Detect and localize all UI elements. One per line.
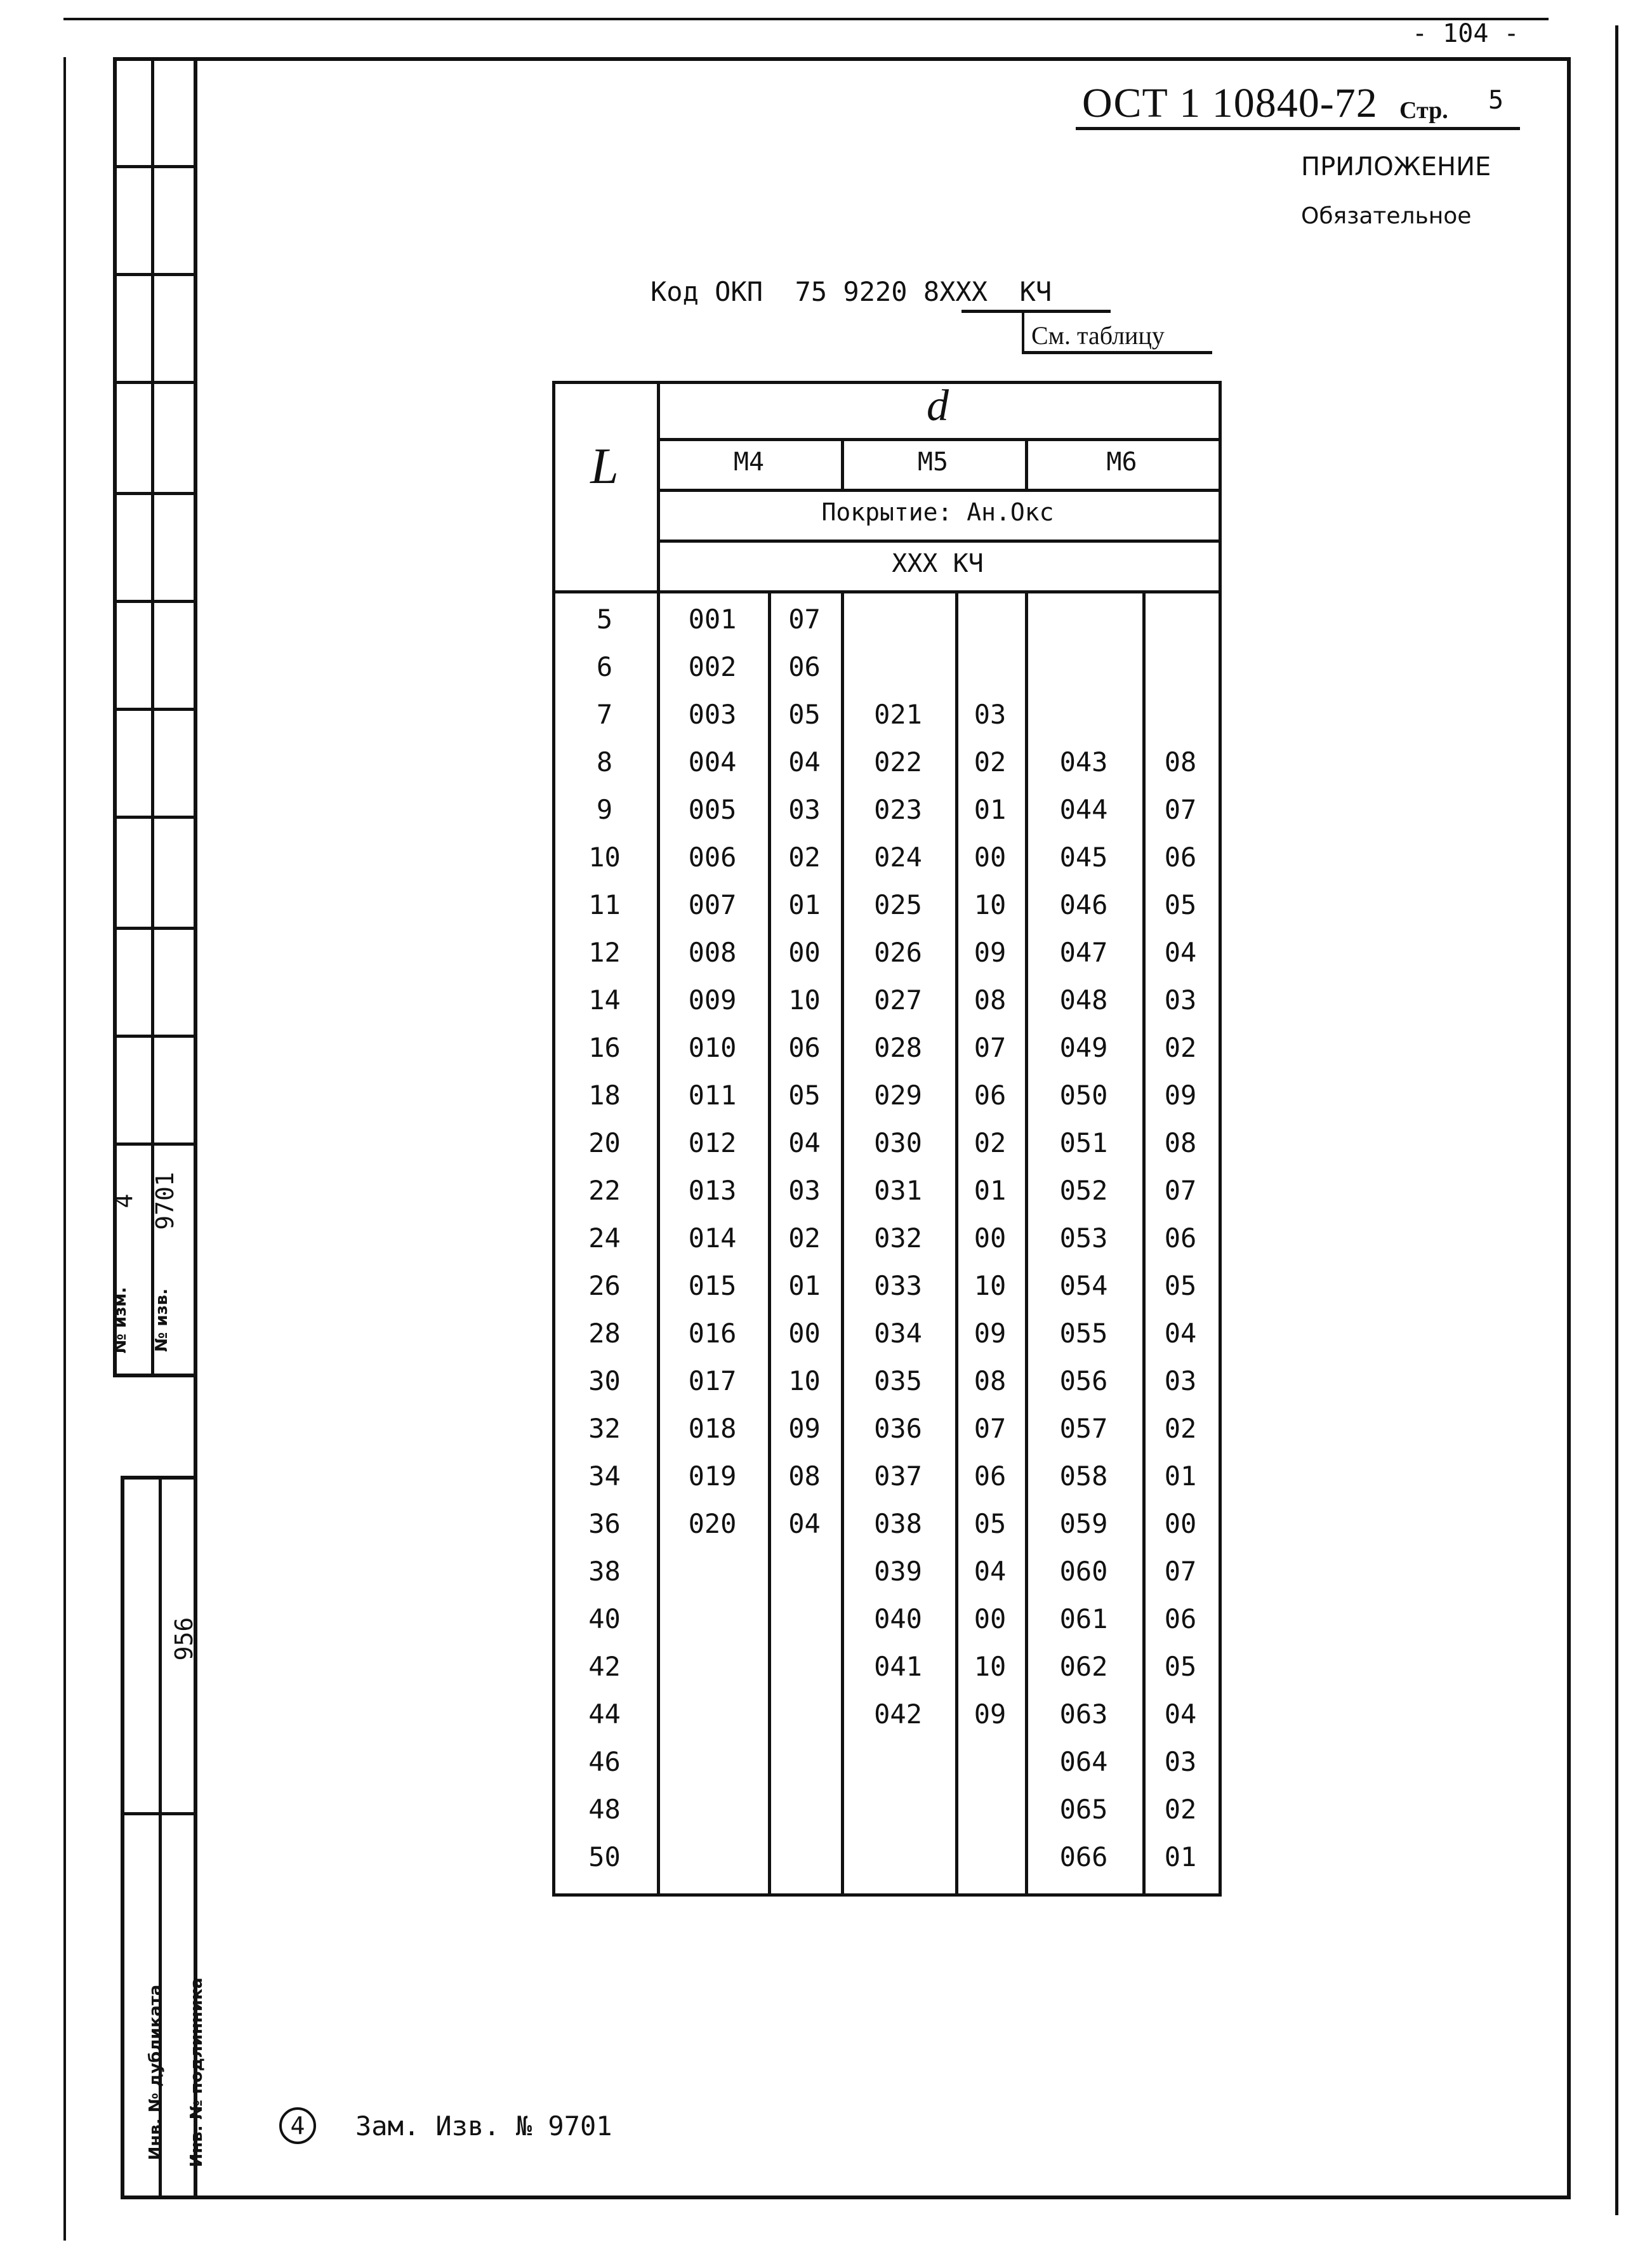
okp-code: Код ОКП 75 9220 8XXX КЧ — [651, 276, 1052, 307]
cell-m5-kch — [955, 595, 1025, 643]
cell-m4-kch: 10 — [788, 1365, 821, 1396]
cell-m4-kch — [768, 1595, 841, 1643]
cell-length: 24 — [588, 1222, 621, 1254]
cell-m4-kch: 02 — [788, 842, 821, 873]
cell-m6-kch: 05 — [1164, 1270, 1197, 1301]
cell-m5-code: 038 — [874, 1508, 922, 1539]
cell-m5-kch: 00 — [974, 842, 1007, 873]
cell-m6-code: 045 — [1059, 842, 1108, 873]
cell-length: 8 — [596, 746, 613, 778]
column-header-m5: M5 — [917, 447, 949, 477]
cell-m4-code: 018 — [688, 1413, 737, 1444]
cell-m4-kch — [768, 1785, 841, 1833]
cell-m5-code: 021 — [874, 699, 922, 730]
cell-m4-kch: 06 — [788, 1032, 821, 1063]
cell-m5-code: 036 — [874, 1413, 922, 1444]
cell-length: 6 — [596, 651, 613, 682]
cell-m6-code — [1025, 595, 1142, 643]
document-code: ОСТ 1 10840-72 — [1082, 80, 1378, 126]
appendix-title: ПРИЛОЖЕНИЕ — [1301, 152, 1491, 182]
cell-m5-kch: 00 — [974, 1603, 1007, 1634]
cell-m6-kch: 06 — [1164, 1603, 1197, 1634]
cell-m4-code: 008 — [688, 937, 737, 968]
change-number-circle: 4 — [279, 2107, 316, 2144]
cell-m4-code: 017 — [688, 1365, 737, 1396]
cell-m6-kch: 03 — [1164, 1365, 1197, 1396]
cell-m6-code: 065 — [1059, 1794, 1108, 1825]
cell-length: 34 — [588, 1460, 621, 1492]
cell-m5-kch: 02 — [974, 1127, 1007, 1158]
cell-length: 40 — [588, 1603, 621, 1634]
column-header-m6: M6 — [1106, 447, 1137, 477]
change-number-value: 4 — [110, 1193, 138, 1209]
cell-length: 36 — [588, 1508, 621, 1539]
table-rule — [657, 489, 1219, 492]
cell-m4-kch: 00 — [788, 937, 821, 968]
cell-m6-kch: 02 — [1164, 1794, 1197, 1825]
notice-number-value: 9701 — [151, 1172, 179, 1230]
cell-m6-kch: 00 — [1164, 1508, 1197, 1539]
cell-m5-code: 041 — [874, 1651, 922, 1682]
cell-m4-kch: 03 — [788, 794, 821, 825]
cell-m6-kch: 07 — [1164, 794, 1197, 825]
cell-length: 44 — [588, 1699, 621, 1730]
cell-m6-code: 046 — [1059, 889, 1108, 920]
cell-length: 38 — [588, 1556, 621, 1587]
sheet-edge — [1615, 25, 1618, 2215]
cell-m5-kch: 00 — [974, 1222, 1007, 1254]
document-code-underline — [1076, 127, 1520, 130]
margin-strip-rule — [113, 273, 195, 276]
cell-m6-code: 048 — [1059, 984, 1108, 1016]
page-number: - 104 - — [1412, 19, 1519, 48]
notice-number-label: № изв. — [152, 1288, 171, 1352]
code-header: XXX КЧ — [892, 549, 984, 578]
cell-length: 28 — [588, 1318, 621, 1349]
margin-strip-rule — [113, 492, 195, 495]
inventory-original-value: 956 — [170, 1617, 198, 1661]
cell-m4-kch: 04 — [788, 1127, 821, 1158]
cell-m5-kch — [955, 643, 1025, 691]
cell-m5-kch — [955, 1833, 1025, 1881]
cell-m4-code — [657, 1738, 768, 1785]
cell-length: 14 — [588, 984, 621, 1016]
cell-m4-code: 020 — [688, 1508, 737, 1539]
column-header-m4: M4 — [733, 447, 765, 477]
cell-m6-kch: 07 — [1164, 1556, 1197, 1587]
cell-m5-kch: 10 — [974, 1270, 1007, 1301]
cell-m5-code: 025 — [874, 889, 922, 920]
cell-m4-code: 013 — [688, 1175, 737, 1206]
cell-length: 7 — [596, 699, 613, 730]
margin-strip-rule — [113, 381, 195, 384]
cell-m5-kch: 10 — [974, 1651, 1007, 1682]
cell-m4-kch: 04 — [788, 746, 821, 778]
cell-m4-kch: 03 — [788, 1175, 821, 1206]
cell-m5-code: 037 — [874, 1460, 922, 1492]
margin-strip-rule — [113, 927, 195, 930]
cell-m6-code: 060 — [1059, 1556, 1108, 1587]
cell-m6-kch: 06 — [1164, 1222, 1197, 1254]
column-header-diameter: d — [927, 381, 949, 430]
cell-m5-kch: 06 — [974, 1080, 1007, 1111]
cell-m4-code: 011 — [688, 1080, 737, 1111]
cell-m4-kch: 00 — [788, 1318, 821, 1349]
cell-m5-kch: 03 — [974, 699, 1007, 730]
cell-m4-kch: 09 — [788, 1413, 821, 1444]
cell-m4-kch: 07 — [788, 604, 821, 635]
cell-length: 22 — [588, 1175, 621, 1206]
cell-m6-code: 054 — [1059, 1270, 1108, 1301]
cell-m4-code — [657, 1595, 768, 1643]
cell-m5-code — [841, 643, 955, 691]
cell-m4-code — [657, 1785, 768, 1833]
cell-m6-code: 049 — [1059, 1032, 1108, 1063]
cell-m6-code: 062 — [1059, 1651, 1108, 1682]
cell-m4-code: 019 — [688, 1460, 737, 1492]
cell-m6-code: 057 — [1059, 1413, 1108, 1444]
cell-m4-code: 009 — [688, 984, 737, 1016]
cell-m5-kch: 01 — [974, 1175, 1007, 1206]
cell-m6-kch: 02 — [1164, 1032, 1197, 1063]
cell-m5-code: 023 — [874, 794, 922, 825]
coating-header: Покрытие: Ан.Окс — [821, 498, 1054, 526]
cell-m6-kch: 04 — [1164, 1699, 1197, 1730]
cell-m6-code: 064 — [1059, 1746, 1108, 1777]
cell-length: 46 — [588, 1746, 621, 1777]
margin-strip-rule — [113, 600, 195, 603]
cell-m6-kch — [1142, 595, 1219, 643]
cell-m4-kch: 08 — [788, 1460, 821, 1492]
cell-length: 16 — [588, 1032, 621, 1063]
cell-m6-kch: 01 — [1164, 1460, 1197, 1492]
cell-m6-kch: 04 — [1164, 1318, 1197, 1349]
cell-m5-code: 042 — [874, 1699, 922, 1730]
cell-m4-kch: 06 — [788, 651, 821, 682]
column-header-length: L — [590, 439, 619, 494]
cell-m6-kch: 07 — [1164, 1175, 1197, 1206]
cell-m5-code: 032 — [874, 1222, 922, 1254]
cell-m4-code — [657, 1547, 768, 1595]
cell-m5-code: 035 — [874, 1365, 922, 1396]
cell-m4-code: 015 — [688, 1270, 737, 1301]
margin-strip-rule — [113, 1035, 195, 1038]
cell-m5-kch: 07 — [974, 1032, 1007, 1063]
see-table-note: См. таблицу — [1031, 321, 1165, 350]
cell-m5-code — [841, 595, 955, 643]
cell-length: 50 — [588, 1841, 621, 1872]
appendix-note: Обязательное — [1301, 203, 1472, 229]
cell-m6-kch: 03 — [1164, 1746, 1197, 1777]
cell-m5-kch: 09 — [974, 1318, 1007, 1349]
cell-m6-kch: 05 — [1164, 1651, 1197, 1682]
page-label: Стр. — [1399, 97, 1448, 124]
cell-length: 20 — [588, 1127, 621, 1158]
cell-m4-kch: 04 — [788, 1508, 821, 1539]
sheet-edge — [63, 57, 66, 2241]
cell-length: 32 — [588, 1413, 621, 1444]
margin-strip-rule — [113, 816, 195, 819]
cell-m4-code: 005 — [688, 794, 737, 825]
change-number-label: № изм. — [111, 1287, 130, 1354]
cell-m5-code: 022 — [874, 746, 922, 778]
cell-m5-code — [841, 1738, 955, 1785]
margin-strip-rule — [121, 1812, 195, 1815]
cell-m6-code: 063 — [1059, 1699, 1108, 1730]
table-border-bottom — [552, 1893, 1222, 1897]
cell-m4-code: 010 — [688, 1032, 737, 1063]
cell-m4-code: 014 — [688, 1222, 737, 1254]
cell-length: 48 — [588, 1794, 621, 1825]
cell-m6-code: 044 — [1059, 794, 1108, 825]
cell-m5-kch — [955, 1738, 1025, 1785]
cell-m5-code: 033 — [874, 1270, 922, 1301]
cell-m5-code: 039 — [874, 1556, 922, 1587]
cell-m4-kch: 01 — [788, 889, 821, 920]
table-rule — [552, 590, 1219, 593]
cell-m5-code — [841, 1833, 955, 1881]
cell-m5-kch — [955, 1785, 1025, 1833]
cell-m4-code: 003 — [688, 699, 737, 730]
cell-m6-code: 059 — [1059, 1508, 1108, 1539]
cell-length: 9 — [596, 794, 613, 825]
cell-m6-code: 047 — [1059, 937, 1108, 968]
margin-strip-rule — [113, 165, 195, 168]
cell-m4-code: 007 — [688, 889, 737, 920]
margin-strip-rule — [113, 708, 195, 711]
cell-m5-kch: 08 — [974, 984, 1007, 1016]
cell-length: 18 — [588, 1080, 621, 1111]
cell-m4-kch — [768, 1547, 841, 1595]
cell-m4-code — [657, 1690, 768, 1738]
cell-m4-code — [657, 1643, 768, 1690]
table-border-right — [1219, 381, 1222, 1893]
cell-m5-code: 024 — [874, 842, 922, 873]
cell-m6-code: 058 — [1059, 1460, 1108, 1492]
cell-m5-kch: 10 — [974, 889, 1007, 920]
cell-m4-kch: 01 — [788, 1270, 821, 1301]
see-table-underline — [1022, 351, 1212, 354]
cell-m6-code — [1025, 691, 1142, 738]
cell-length: 42 — [588, 1651, 621, 1682]
cell-m6-kch — [1142, 691, 1219, 738]
cell-m6-kch: 06 — [1164, 842, 1197, 873]
cell-m6-kch: 03 — [1164, 984, 1197, 1016]
cell-m6-code: 055 — [1059, 1318, 1108, 1349]
cell-m4-kch: 05 — [788, 1080, 821, 1111]
cell-m4-code — [657, 1833, 768, 1881]
cell-m4-kch — [768, 1643, 841, 1690]
change-note: Зам. Изв. № 9701 — [355, 2110, 612, 2142]
cell-m6-kch: 02 — [1164, 1413, 1197, 1444]
cell-m4-code: 002 — [688, 651, 737, 682]
cell-m5-code: 029 — [874, 1080, 922, 1111]
sheet-edge — [63, 18, 1549, 20]
cell-m4-code: 016 — [688, 1318, 737, 1349]
cell-m6-kch: 08 — [1164, 1127, 1197, 1158]
cell-m5-kch: 07 — [974, 1413, 1007, 1444]
cell-m6-code: 051 — [1059, 1127, 1108, 1158]
table-rule — [657, 438, 1219, 441]
cell-m5-code: 040 — [874, 1603, 922, 1634]
cell-m5-kch: 09 — [974, 937, 1007, 968]
cell-m5-code: 031 — [874, 1175, 922, 1206]
cell-m6-kch: 04 — [1164, 937, 1197, 968]
cell-m5-code: 028 — [874, 1032, 922, 1063]
cell-m5-kch: 08 — [974, 1365, 1007, 1396]
cell-m5-kch: 05 — [974, 1508, 1007, 1539]
cell-m5-kch: 01 — [974, 794, 1007, 825]
cell-length: 10 — [588, 842, 621, 873]
cell-m5-kch: 04 — [974, 1556, 1007, 1587]
cell-m6-code: 050 — [1059, 1080, 1108, 1111]
cell-length: 11 — [588, 889, 621, 920]
cell-m4-kch: 02 — [788, 1222, 821, 1254]
cell-m4-code: 012 — [688, 1127, 737, 1158]
cell-length: 12 — [588, 937, 621, 968]
cell-m5-kch: 06 — [974, 1460, 1007, 1492]
cell-m4-kch — [768, 1738, 841, 1785]
cell-m4-kch: 05 — [788, 699, 821, 730]
cell-m5-kch: 09 — [974, 1699, 1007, 1730]
cell-length: 5 — [596, 604, 613, 635]
inventory-duplicate-label: Инв. № дубликата — [146, 1984, 165, 2161]
cell-m5-code — [841, 1785, 955, 1833]
cell-m4-kch — [768, 1690, 841, 1738]
cell-m5-kch: 02 — [974, 746, 1007, 778]
page-value: 5 — [1488, 86, 1504, 115]
okp-code-pointer — [1022, 310, 1024, 351]
cell-m5-code: 034 — [874, 1318, 922, 1349]
cell-m5-code: 030 — [874, 1127, 922, 1158]
cell-m6-code: 066 — [1059, 1841, 1108, 1872]
cell-m6-kch: 09 — [1164, 1080, 1197, 1111]
cell-m6-code: 043 — [1059, 746, 1108, 778]
cell-m4-code: 006 — [688, 842, 737, 873]
cell-m4-kch: 10 — [788, 984, 821, 1016]
cell-m6-code: 053 — [1059, 1222, 1108, 1254]
cell-m6-code: 052 — [1059, 1175, 1108, 1206]
cell-length: 26 — [588, 1270, 621, 1301]
cell-m6-kch — [1142, 643, 1219, 691]
okp-code-underline — [961, 310, 1111, 313]
cell-m6-kch: 08 — [1164, 746, 1197, 778]
cell-m4-code: 001 — [688, 604, 737, 635]
cell-m4-code: 004 — [688, 746, 737, 778]
cell-m5-code: 026 — [874, 937, 922, 968]
margin-strip-rule — [113, 1143, 195, 1146]
cell-m4-kch — [768, 1833, 841, 1881]
cell-length: 30 — [588, 1365, 621, 1396]
inventory-original-label: Инв. № подлинника — [187, 1977, 206, 2168]
cell-m6-code: 056 — [1059, 1365, 1108, 1396]
table-rule — [657, 540, 1219, 543]
cell-m6-code: 061 — [1059, 1603, 1108, 1634]
cell-m5-code: 027 — [874, 984, 922, 1016]
cell-m6-kch: 05 — [1164, 889, 1197, 920]
cell-m6-code — [1025, 643, 1142, 691]
cell-m6-kch: 01 — [1164, 1841, 1197, 1872]
